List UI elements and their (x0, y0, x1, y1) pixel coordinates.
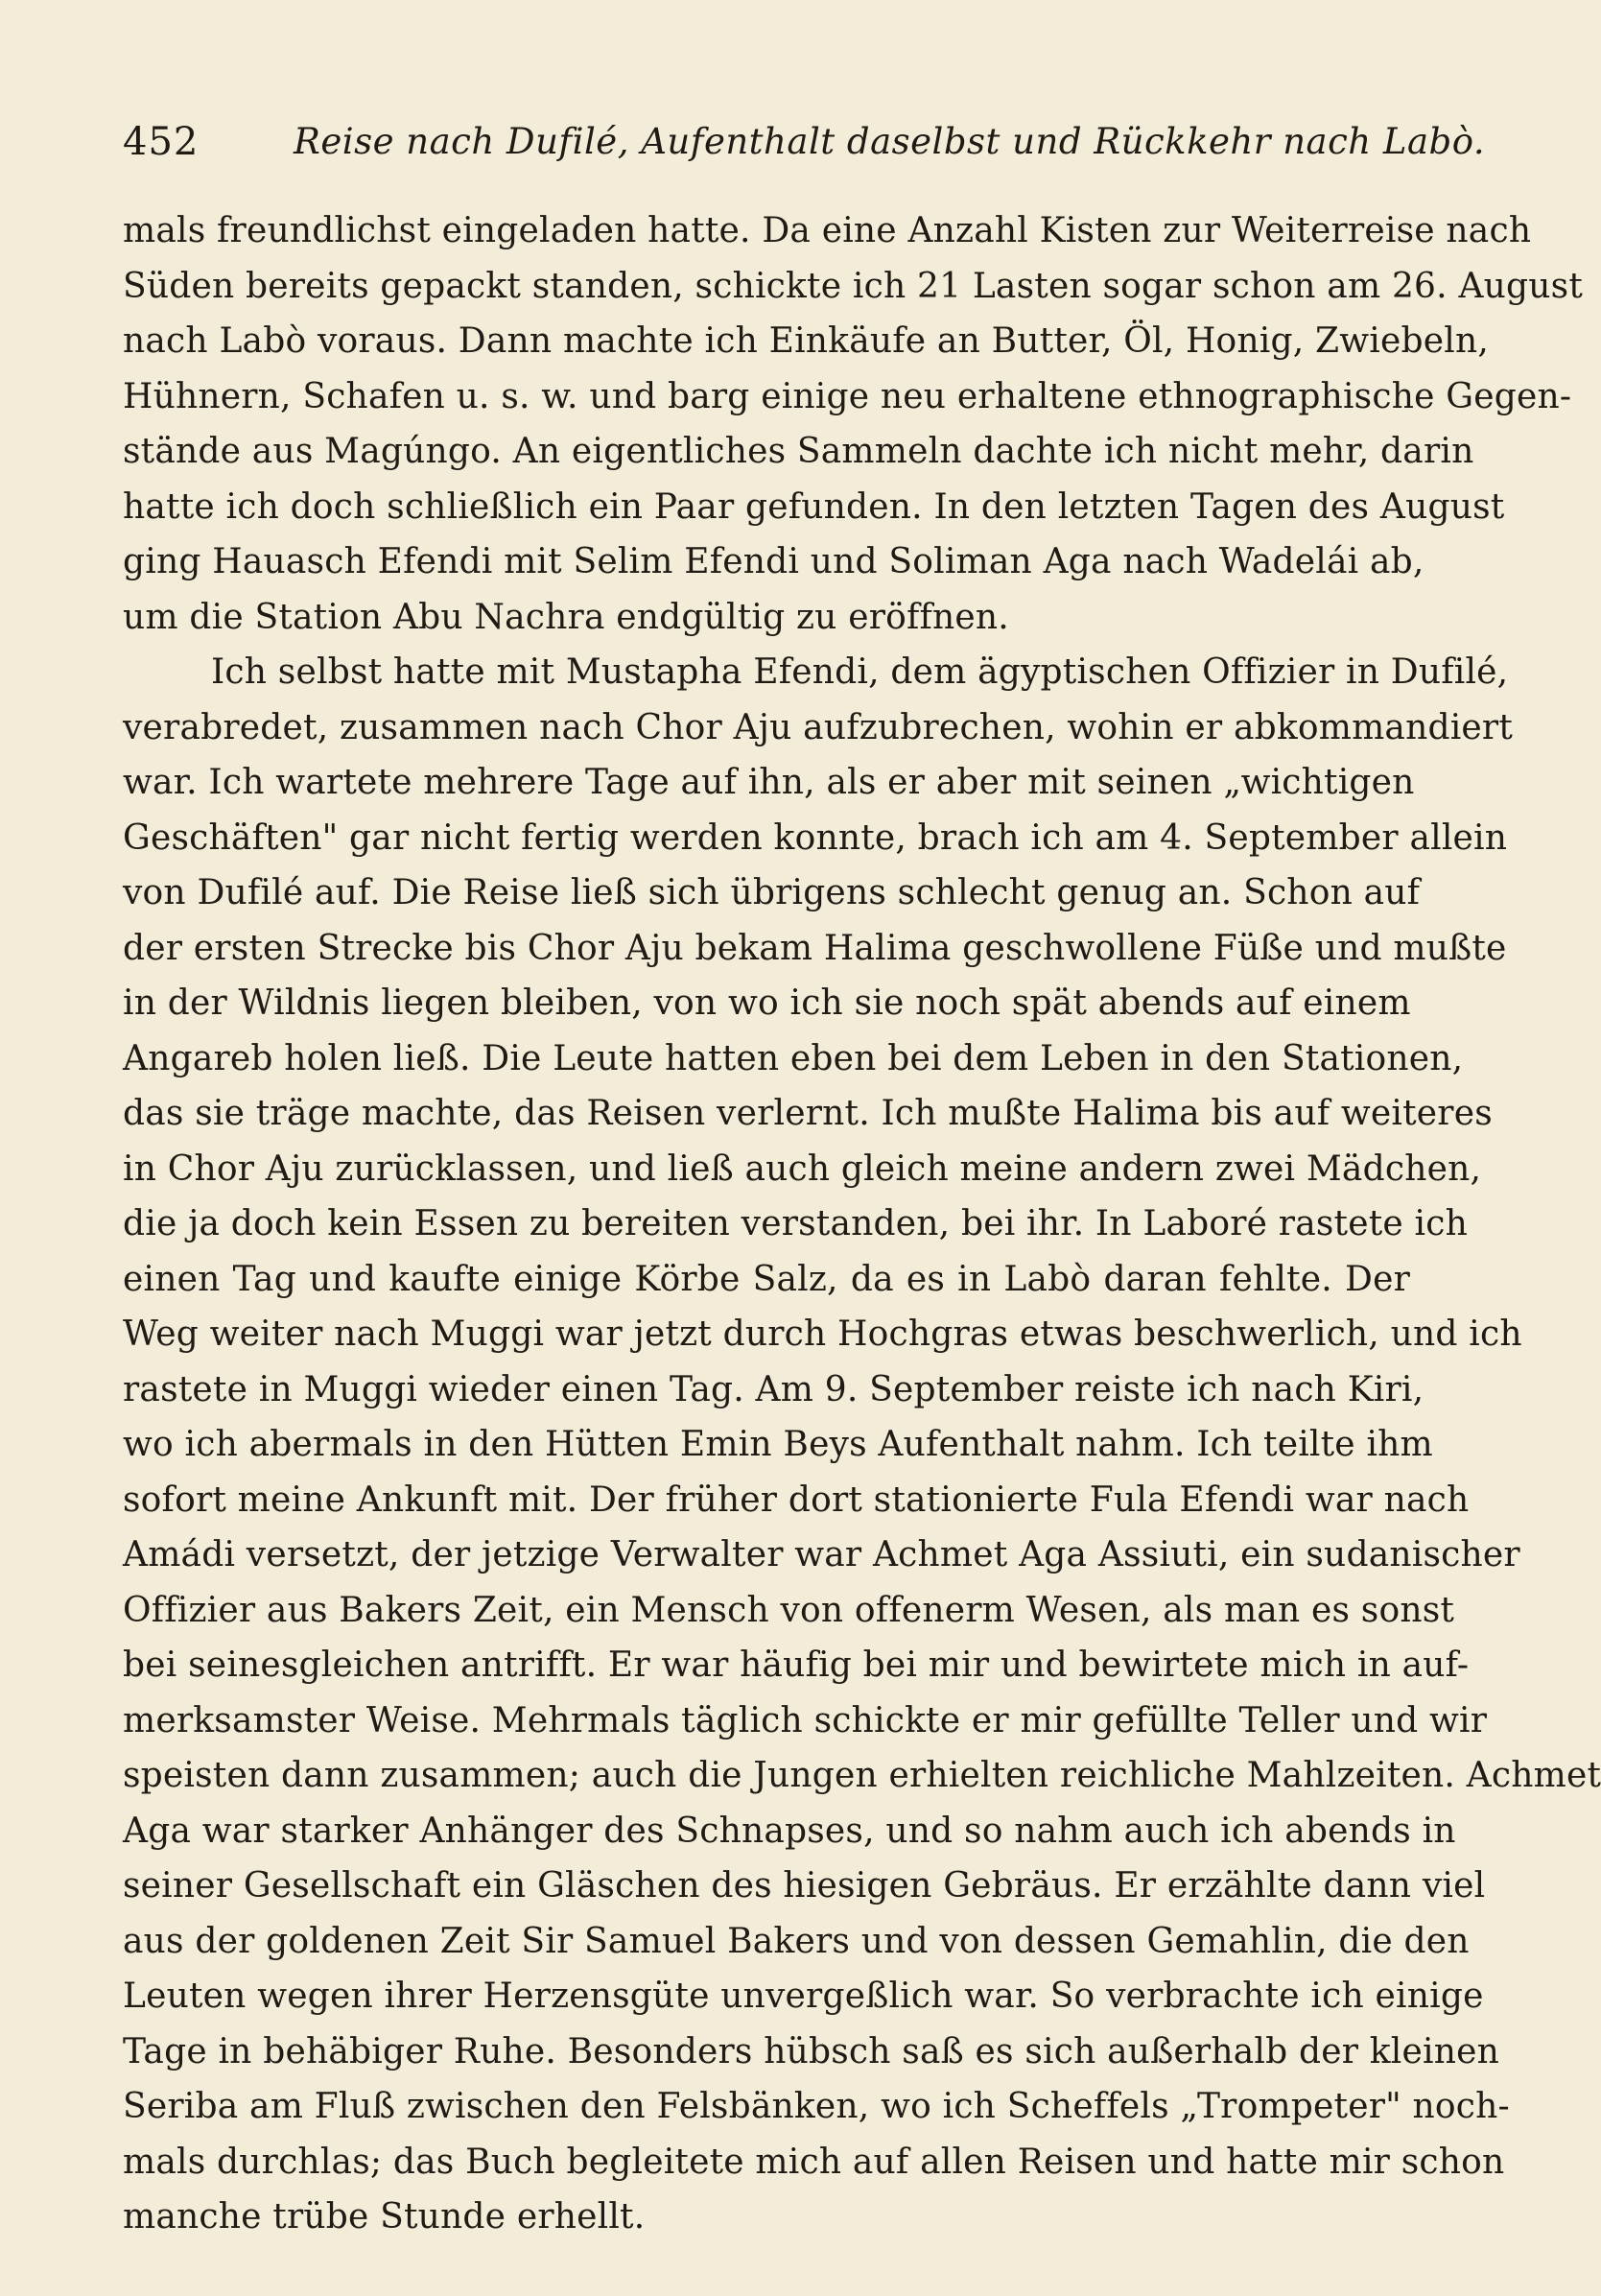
paragraph-2 (123, 645, 1601, 2245)
page-number: 452 (123, 120, 200, 164)
text-line: verabredet, zusammen nach Chor Aju aufzubrechen, wohin er abkommandiert (123, 707, 1513, 747)
text-line: nach Labò voraus. Dann machte ich Einkäufe an Butter, Öl, Honig, Zwiebeln, (123, 321, 1489, 361)
text-line: aus der goldenen Zeit Sir Samuel Bakers und von dessen Gemahlin, die den (123, 1921, 1470, 1961)
text-line: Süden bereits gepackt standen, schickte ich 21 Lasten sogar schon am 26. August (123, 266, 1583, 306)
text-line: Leuten wegen ihrer Herzensgüte unvergeßlich war. So verbrachte ich einige (123, 1976, 1484, 2016)
text-line: seiner Gesellschaft ein Gläschen des hiesigen Gebräus. Er erzählte dann viel (123, 1866, 1486, 1905)
text-line: das sie träge machte, das Reisen verlernt. Ich mußte Halima bis auf weiteres (123, 1094, 1493, 1133)
text-line: Angareb holen ließ. Die Leute hatten eben bei dem Leben in den Stationen, (123, 1038, 1464, 1078)
text-line: einen Tag und kaufte einige Körbe Salz, da es in Labò daran fehlte. Der (123, 1259, 1410, 1299)
paragraph-1 (123, 203, 1583, 645)
text-line: von Dufilé auf. Die Reise ließ sich übrigens schlecht genug an. Schon auf (123, 873, 1421, 912)
text-line: Tage in behäbiger Ruhe. Besonders hübsch saß es sich außerhalb der kleinen (123, 2031, 1500, 2071)
text-line: Amádi versetzt, der jetzige Verwalter war Achmet Aga Assiuti, ein sudanischer (123, 1535, 1520, 1574)
text-line: der ersten Strecke bis Chor Aju bekam Halima geschwollene Füße und mußte (123, 928, 1507, 968)
text-line: sofort meine Ankunft mit. Der früher dort stationierte Fula Efendi war nach (123, 1479, 1470, 1520)
text-line: Weg weiter nach Muggi war jetzt durch Hochgras etwas beschwerlich, und ich (123, 1314, 1522, 1354)
text-line: Ich selbst hatte mit Mustapha Efendi, dem ägyptischen Offizier in Dufilé, (211, 652, 1509, 692)
text-line: stände aus Magúngo. An eigentliches Sammeln dachte ich nicht mehr, darin (123, 432, 1474, 471)
text-line: Aga war starker Anhänger des Schnapses, und so nahm auch ich abends in (123, 1811, 1456, 1851)
text-line: wo ich abermals in den Hütten Emin Beys Aufenthalt nahm. Ich teilte ihm (123, 1425, 1433, 1464)
text-line: Seriba am Fluß zwischen den Felsbänken, wo ich Scheffels „Trompeter" noch- (123, 2087, 1510, 2126)
text-line: bei seinesgleichen antrifft. Er war häufig bei mir und bewirtete mich in auf- (123, 1645, 1470, 1685)
text-line: Offizier aus Bakers Zeit, ein Mensch von offenerm Wesen, als man es sonst (123, 1590, 1455, 1630)
text-line: speisten dann zusammen; auch die Jungen erhielten reichliche Mahlzeiten. Achmet (123, 1756, 1601, 1795)
text-line: die ja doch kein Essen zu bereiten verstanden, bei ihr. In Laboré rastete ich (123, 1204, 1468, 1243)
text-line: rastete in Muggi wieder einen Tag. Am 9. September reiste ich nach Kiri, (123, 1369, 1424, 1409)
text-line: war. Ich wartete mehrere Tage auf ihn, als er aber mit seinen „wichtigen (123, 763, 1415, 802)
running-header (123, 113, 1486, 171)
text-line: hatte ich doch schließlich ein Paar gefunden. In den letzten Tagen des August (123, 486, 1505, 527)
text-line: mals durchlas; das Buch begleitete mich auf allen Reisen und hatte mir schon (123, 2142, 1505, 2182)
text-line: um die Station Abu Nachra endgültig zu eröffnen. (123, 597, 1009, 637)
text-line: in Chor Aju zurücklassen, und ließ auch gleich meine andern zwei Mädchen, (123, 1148, 1482, 1189)
body-text (123, 203, 1601, 2245)
text-line: merksamster Weise. Mehrmals täglich schickte er mir gefüllte Teller und wir (123, 1700, 1488, 1740)
text-line: Hühnern, Schafen u. s. w. und barg einige neu erhaltene ethnographische Gegen- (123, 376, 1572, 416)
text-line: Geschäften" gar nicht fertig werden konnte, brach ich am 4. September allein (123, 817, 1508, 858)
text-line: in der Wildnis liegen bleiben, von wo ich sie noch spät abends auf einem (123, 983, 1411, 1023)
text-line: ging Hauasch Efendi mit Selim Efendi und Soliman Aga nach Wadelái ab, (123, 542, 1424, 581)
running-title: Reise nach Dufilé, Aufenthalt daselbst und Rückkehr nach Labò. (294, 121, 1486, 162)
text-line: mals freundlichst eingeladen hatte. Da eine Anzahl Kisten zur Weiterreise nach (123, 211, 1532, 250)
text-line: manche trübe Stunde erhellt. (123, 2197, 646, 2237)
